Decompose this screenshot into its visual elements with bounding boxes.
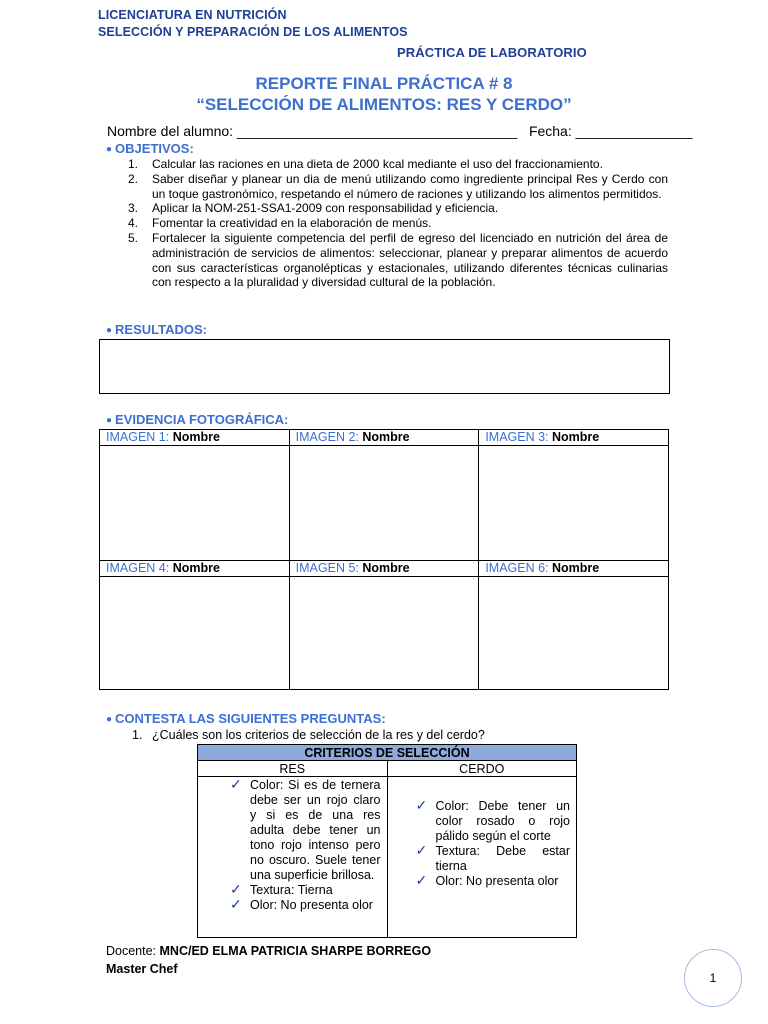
- list-item: ✓ Textura: Tierna: [230, 881, 333, 897]
- image-slot-6[interactable]: [479, 577, 669, 690]
- objectives-list: [128, 157, 668, 290]
- image-label-3: IMAGEN 3: Nombre: [479, 430, 669, 446]
- col-header-res: RES: [198, 761, 388, 777]
- cerdo-criteria-cell: [387, 777, 577, 938]
- teacher-name: MNC/ED ELMA PATRICIA SHARPE BORREGO: [156, 944, 432, 958]
- checkmark-icon: ✓: [230, 881, 242, 897]
- checkmark-icon: ✓: [415, 872, 428, 888]
- checkmark-icon: ✓: [230, 896, 242, 912]
- image-label-5: IMAGEN 5: Nombre: [289, 561, 479, 577]
- objectives-heading: ● OBJETIVOS:: [106, 141, 194, 156]
- practice-kind: PRÁCTICA DE LABORATORIO: [397, 45, 587, 60]
- report-subtitle: “SELECCIÓN DE ALIMENTOS: RES Y CERDO”: [196, 95, 572, 114]
- list-item: 2. Saber diseñar y planear un dia de menú utilizando como ingrediente principal Res y Cerdo con un toque gastronómico, respetando el número de raciones y utilizando los alimentos permitidos.: [128, 171, 668, 201]
- image-slot-1[interactable]: [100, 446, 290, 561]
- criteria-table: [197, 744, 577, 938]
- question-1: 1. ¿Cuáles son los criterios de selección de la res y del cerdo?: [132, 728, 485, 742]
- teacher-label: Docente:: [106, 944, 157, 958]
- list-item: ✓ Olor: No presenta olor: [230, 896, 373, 912]
- bullet-icon: ●: [106, 325, 113, 336]
- results-heading: ● RESULTADOS:: [106, 322, 208, 337]
- list-item: ✓ Color: Si es de ternera debe ser un rojo claro y si es de una res adulta debe tener un tono rojo intenso pero no oscuro. Suele tener una superficie brillosa.: [230, 776, 381, 882]
- criteria-title: CRITERIOS DE SELECCIÓN: [198, 745, 577, 761]
- report-title: REPORTE FINAL PRÁCTICA # 8: [255, 74, 513, 93]
- teacher-title: Master Chef: [106, 962, 178, 976]
- image-label-6: IMAGEN 6: Nombre: [479, 561, 669, 577]
- results-box[interactable]: [99, 339, 670, 394]
- list-item: 4. Fomentar la creatividad en la elaboración de menús.: [128, 216, 432, 231]
- date-field[interactable]: Fecha: _______________: [528, 123, 693, 139]
- image-slot-3[interactable]: [479, 446, 669, 561]
- image-label-4: IMAGEN 4: Nombre: [100, 561, 290, 577]
- image-label-1: IMAGEN 1: Nombre: [100, 430, 290, 446]
- teacher-line: [106, 944, 431, 958]
- page-number: 1: [684, 949, 742, 1007]
- list-item: ✓ Color: Debe tener un color rosado o rojo pálido según el corte: [415, 797, 570, 843]
- list-item: 1. Calcular las raciones en una dieta de 2000 kcal mediante el uso del fraccionamiento.: [128, 157, 603, 171]
- image-slot-4[interactable]: [100, 577, 290, 690]
- checkmark-icon: ✓: [415, 842, 428, 858]
- image-label-2: IMAGEN 2: Nombre: [289, 430, 479, 446]
- list-item: 3. Aplicar la NOM-251-SSA1-2009 con responsabilidad y eficiencia.: [128, 201, 499, 216]
- image-slot-5[interactable]: [289, 577, 479, 690]
- bullet-icon: ●: [106, 144, 113, 155]
- list-item: ✓ Olor: No presenta olor: [415, 872, 559, 888]
- list-item: 5. Fortalecer la siguiente competencia del perfil de egreso del licenciado en nutrición del área de administración de servicios de alimentos: seleccionar, planear y preparar alimentos de acuerdo con sus características organolépticas y estacionales, utilizando diferentes técnicas culinarias con respecto a la pluralidad y diversidad cultural de la población.: [128, 230, 668, 290]
- evidence-heading: ● EVIDENCIA FOTOGRÁFICA:: [106, 412, 289, 427]
- checkmark-icon: ✓: [415, 797, 428, 813]
- questions-heading: ● CONTESTA LAS SIGUIENTES PREGUNTAS:: [106, 711, 386, 726]
- list-item: ✓ Textura: Debe estar tierna: [415, 842, 570, 873]
- course-name: SELECCIÓN Y PREPARACIÓN DE LOS ALIMENTOS: [98, 25, 408, 39]
- res-criteria-cell: [198, 777, 388, 938]
- student-line: [107, 123, 692, 139]
- evidence-table: [99, 429, 669, 690]
- col-header-cerdo: CERDO: [387, 761, 577, 777]
- image-slot-2[interactable]: [289, 446, 479, 561]
- student-name-field[interactable]: Nombre del alumno: ____________________________________: [107, 123, 518, 139]
- checkmark-icon: ✓: [230, 776, 242, 792]
- bullet-icon: ●: [106, 415, 113, 426]
- program-name: LICENCIATURA EN NUTRICIÓN: [98, 8, 287, 22]
- bullet-icon: ●: [106, 714, 113, 725]
